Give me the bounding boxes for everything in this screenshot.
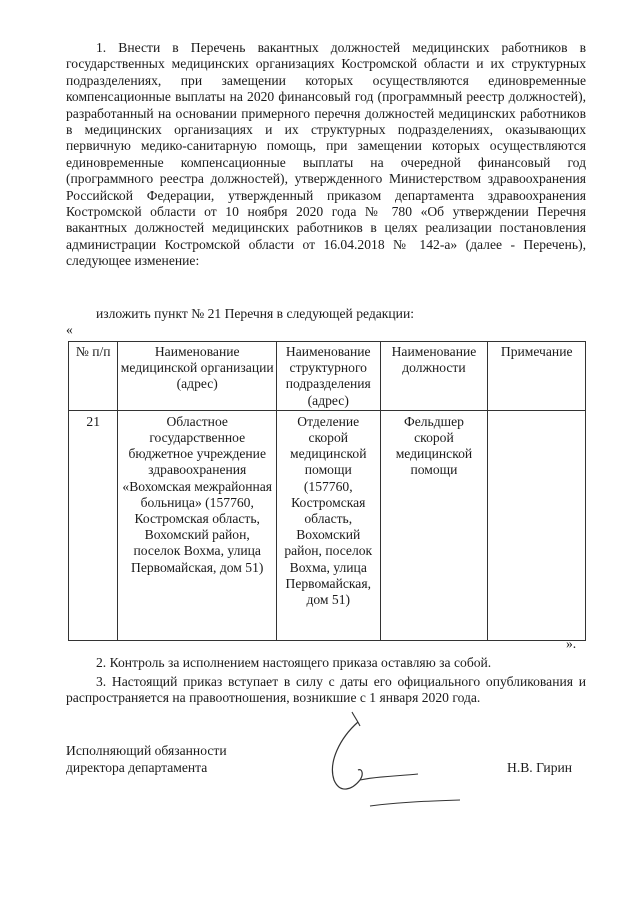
signatory-position-line-1: Исполняющий обязанности [66, 743, 227, 758]
header-note: Примечание [488, 342, 586, 411]
cell-position: Фельдшер скорой медицинской помощи [380, 410, 488, 640]
cell-subdivision: Отделение скорой медицинской помощи (157760, Костромская область, Вохомский район, поселок Вохма, улица Первомайская, дом 51) [277, 410, 380, 640]
signatory-name: Н.В. Гирин [507, 760, 573, 775]
cell-number: 21 [69, 410, 118, 640]
paragraph-1-instruction: изложить пункт № 21 Перечня в следующей редакции: [96, 306, 415, 321]
paragraph-2: 2. Контроль за исполнением настоящего приказа оставляю за собой. [96, 655, 492, 670]
signatory-position-line-2: директора департамента [66, 760, 208, 775]
paragraph-3: 3. Настоящий приказ вступает в силу с даты его официального опубликования и распространяется на правоотношения, возникшие с 1 января 2020 года. [66, 674, 586, 706]
cell-note [488, 410, 586, 640]
header-position: Наименование должности [380, 342, 488, 411]
signatory-position [66, 742, 227, 776]
table-header-row [69, 342, 586, 411]
header-organization: Наименование медицинской организации (адрес) [118, 342, 277, 411]
paragraph-1: 1. Внести в Перечень вакантных должностей медицинских работников в государственных медицинских организациях Костромской области и их структурных подразделениях, при замещении которых осуществляются единовременные компенсационные выплаты на 2020 финансовый год (программный реестр должностей), разработанный на основании примерного перечня должностей медицинских работников в медицинских организациях и их структурных подразделениях, оказывающих первичную медико-санитарную помощь, при замещении которых осуществляются единовременные компенсационные выплаты на очередной финансовый год (программного реестра должностей), утвержденного Министерством здравоохранения Российской Федерации, утвержденный приказом департамента здравоохранения Костромской области от 10 ноября 2020 года № 780 «Об утверждении Перечня вакантных должностей медицинских работников в целях реализации постановления администрации Костромской области от 16.04.2018 № 142-а» (далее - Перечень), следующее изменение: [66, 40, 586, 269]
handwritten-signature [300, 710, 470, 820]
cell-organization: Областное государственное бюджетное учреждение здравоохранения «Вохомская межрайонная больница» (157760, Костромская область, Вохомский район, поселок Вохма, улица Первомайская, дом 51) [118, 410, 277, 640]
table-row [69, 410, 586, 640]
header-subdivision: Наименование структурного подразделения (адрес) [277, 342, 380, 411]
header-number: № п/п [69, 342, 118, 411]
closing-quote: ». [566, 636, 577, 651]
opening-quote: « [66, 322, 73, 337]
positions-table [68, 341, 586, 641]
